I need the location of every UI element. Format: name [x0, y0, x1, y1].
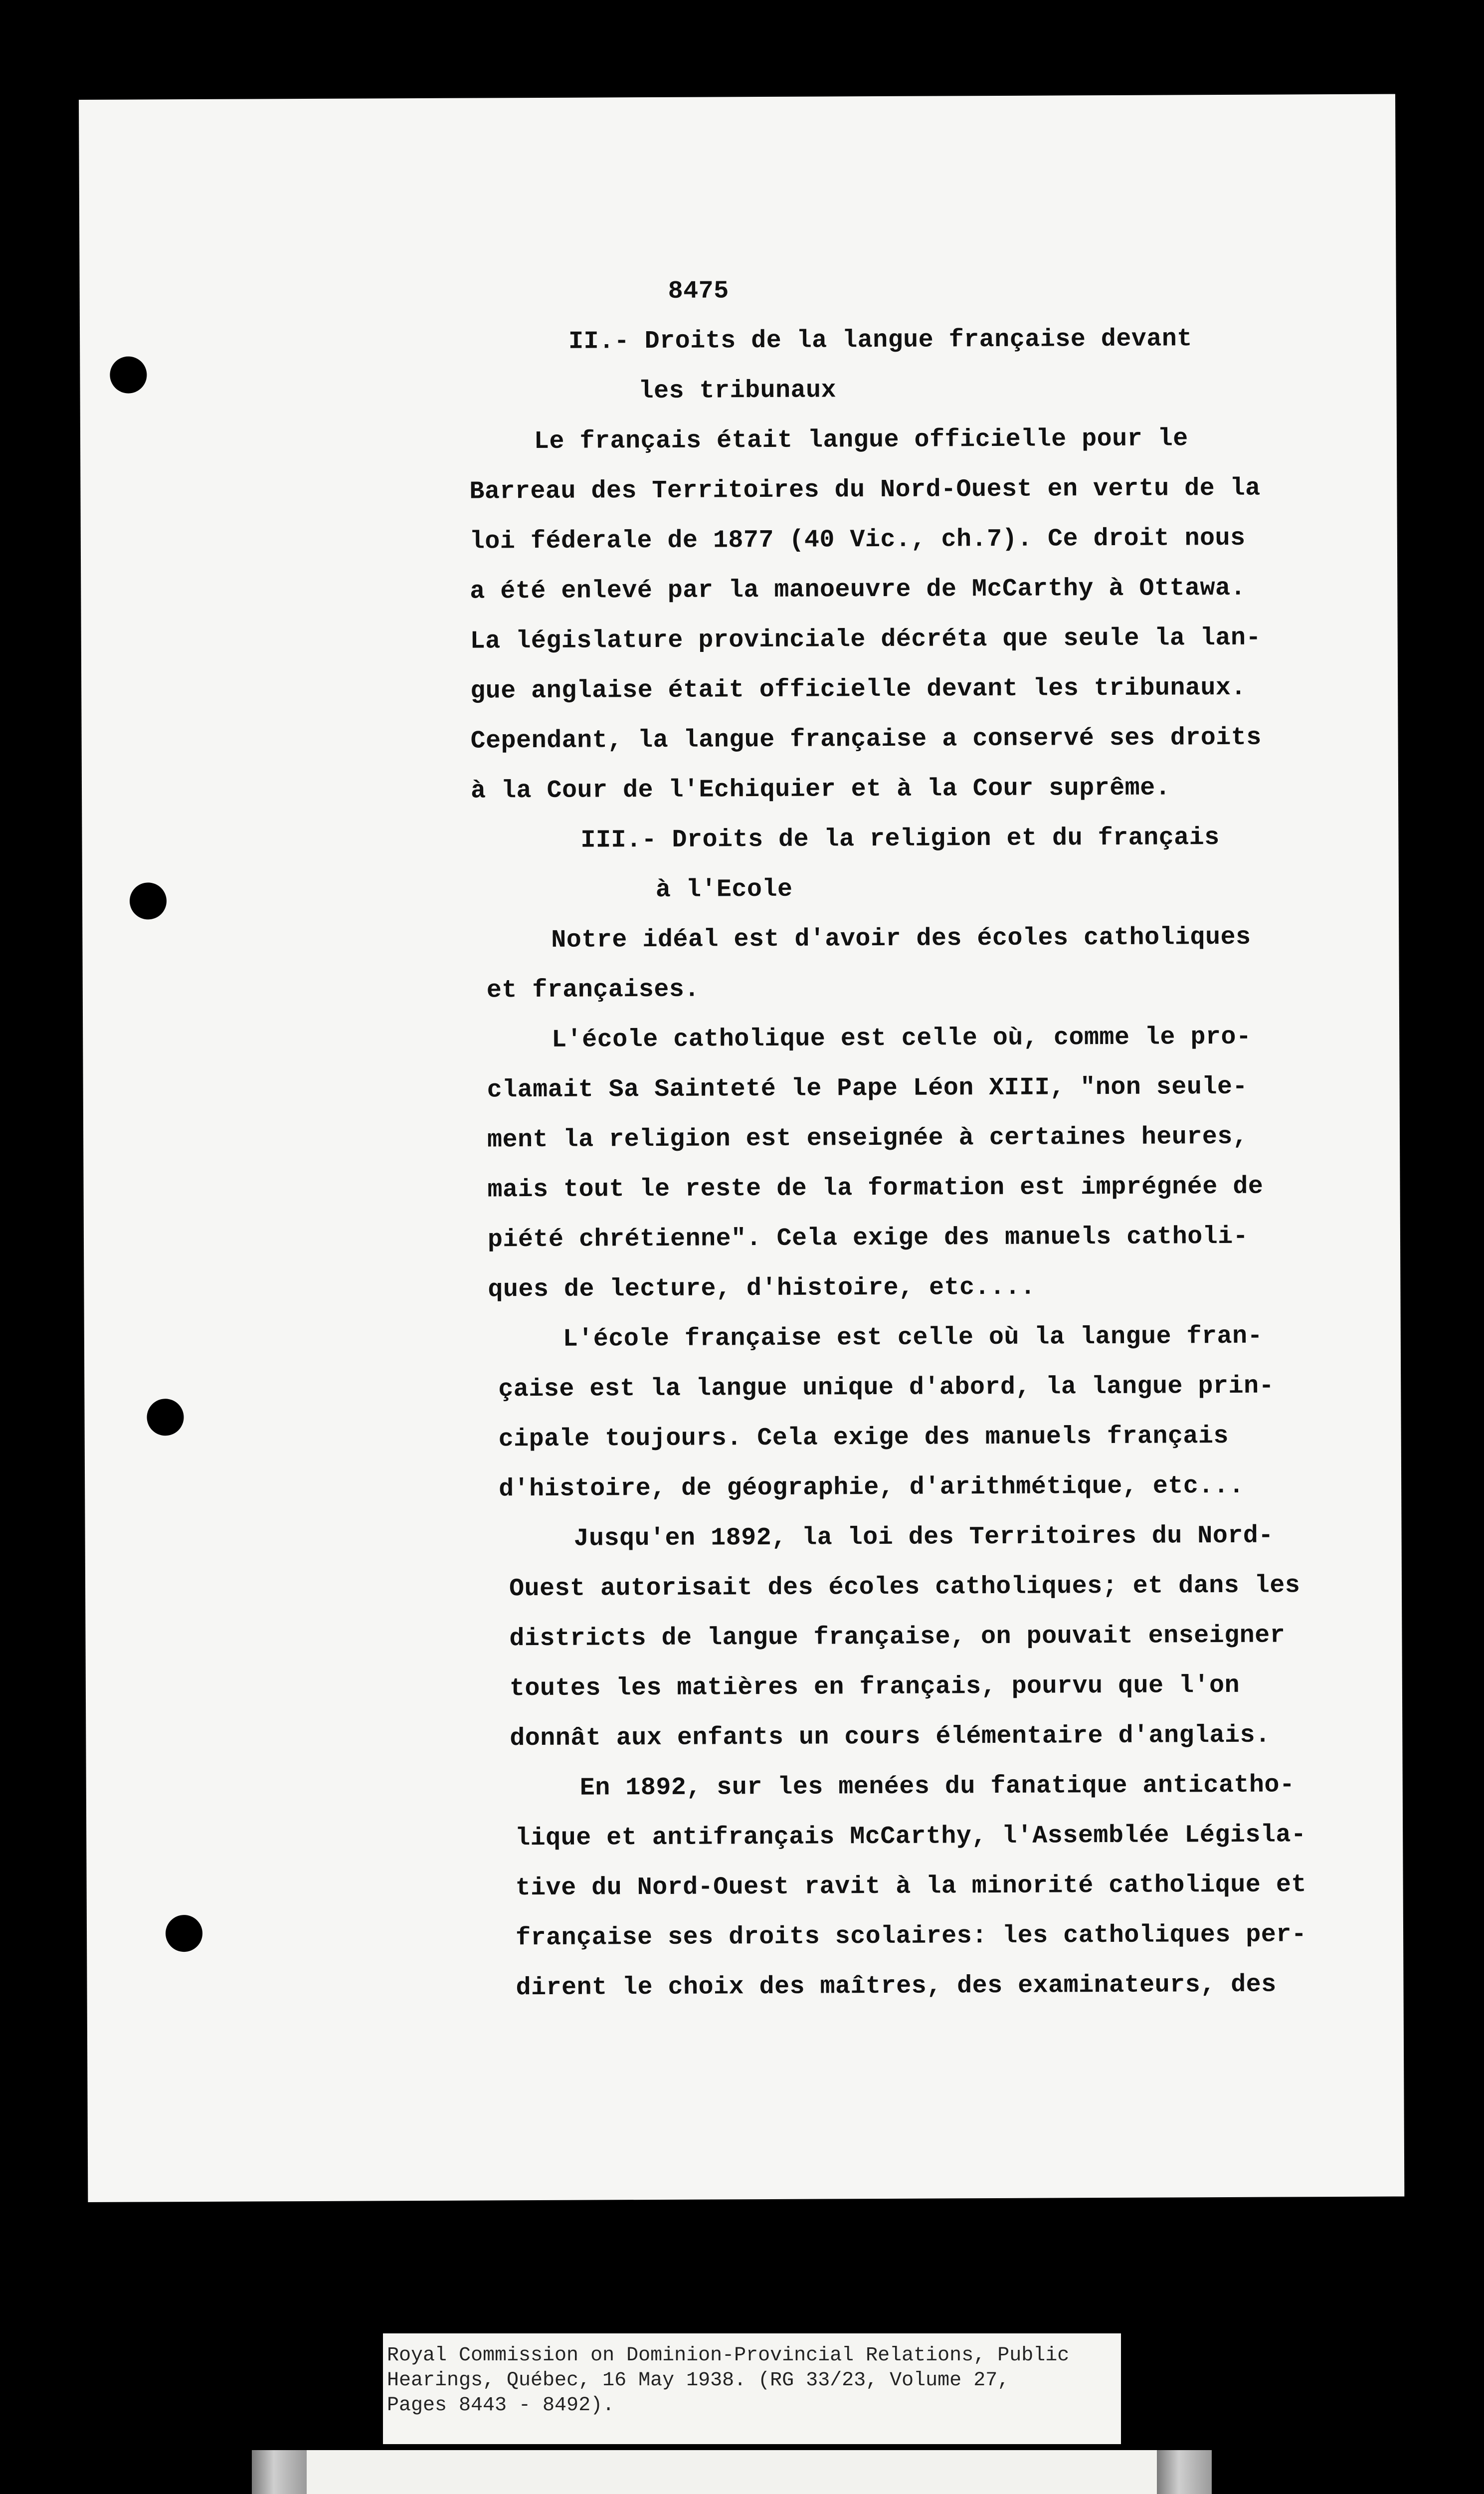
punch-hole-3 — [147, 1399, 184, 1436]
text-line: donnât aux enfants un cours élémentaire d'anglais. — [510, 1721, 1271, 1753]
text-line: lique et antifrançais McCarthy, l'Assemblée Législa- — [515, 1821, 1306, 1853]
text-line: à la Cour de l'Echiquier et à la Cour suprême. — [470, 774, 1171, 806]
document-page — [79, 94, 1404, 2202]
text-line: clamait Sa Sainteté le Pape Léon XIII, "non seule- — [487, 1072, 1248, 1105]
section-heading-2: II.- Droits de la langue française devant — [568, 325, 1192, 356]
text-line: L'école française est celle où la langue fran- — [562, 1322, 1263, 1354]
text-line: tive du Nord-Ouest ravit à la minorité catholique et — [515, 1870, 1307, 1903]
citation-line: Hearings, Québec, 16 May 1938. (RG 33/23, Volume 27, — [387, 2369, 1010, 2392]
punch-hole-4 — [166, 1915, 202, 1952]
text-line: En 1892, sur les menées du fanatique anticatho- — [579, 1771, 1295, 1803]
text-line: ques de lecture, d'histoire, etc.... — [488, 1273, 1036, 1304]
section-heading-3: III.- Droits de la religion et du français — [580, 824, 1220, 855]
text-line: a été enlevé par la manoeuvre de McCarthy à Ottawa. — [470, 574, 1246, 606]
text-line: toutes les matières en français, pourvu que l'on — [509, 1671, 1240, 1703]
text-line: piété chrétienne". Cela exige des manuels catholi- — [487, 1222, 1249, 1254]
text-line: dirent le choix des maîtres, des examinateurs, des — [516, 1970, 1277, 2003]
text-line: et françaises. — [486, 975, 700, 1005]
archives-stamp — [252, 2450, 1212, 2494]
text-line: loi féderale de 1877 (40 Vic., ch.7). Ce droit nous — [469, 524, 1246, 556]
text-line: La législature provinciale décréta que seule la lan- — [470, 624, 1262, 656]
citation-line: Royal Commission on Dominion-Provincial Relations, Public — [387, 2344, 1070, 2367]
text-line: Cependant, la langue française a conservé ses droits — [470, 723, 1262, 756]
text-line: mais tout le reste de la formation est imprégnée de — [487, 1172, 1264, 1205]
text-line: ment la religion est enseignée à certaines heures, — [487, 1122, 1248, 1155]
text-line: Notre idéal est d'avoir des écoles catholiques — [551, 923, 1251, 955]
text-line: cipale toujours. Cela exige des manuels français — [498, 1422, 1229, 1454]
section-heading-2-cont: les tribunaux — [638, 376, 837, 406]
text-line: districts de langue française, on pouvait enseigner — [509, 1621, 1286, 1654]
text-line: Ouest autorisait des écoles catholiques; et dans les — [509, 1571, 1300, 1604]
text-line: L'école catholique est celle où, comme le pro- — [552, 1023, 1252, 1054]
citation-line: Pages 8443 - 8492). — [387, 2394, 615, 2417]
citation-label — [383, 2333, 1121, 2444]
text-line: çaise est la langue unique d'abord, la langue prin- — [498, 1372, 1275, 1404]
text-line: Barreau des Territoires du Nord-Ouest en vertu de la — [469, 474, 1261, 506]
text-line: Jusqu'en 1892, la loi des Territoires du Nord- — [573, 1521, 1274, 1553]
text-line: d'histoire, de géographie, d'arithmétique, etc... — [499, 1471, 1245, 1504]
punch-hole-1 — [110, 356, 147, 393]
punch-hole-2 — [130, 882, 167, 919]
section-heading-3-cont: à l'Ecole — [655, 875, 793, 904]
document-body — [79, 94, 1395, 2003]
text-line: gue anglaise était officielle devant les tribunaux. — [470, 673, 1247, 706]
text-line: Le français était langue officielle pour le — [534, 424, 1188, 456]
text-line: française ses droits scolaires: les catholiques per- — [515, 1920, 1307, 1953]
page-number: 8475 — [668, 277, 729, 306]
